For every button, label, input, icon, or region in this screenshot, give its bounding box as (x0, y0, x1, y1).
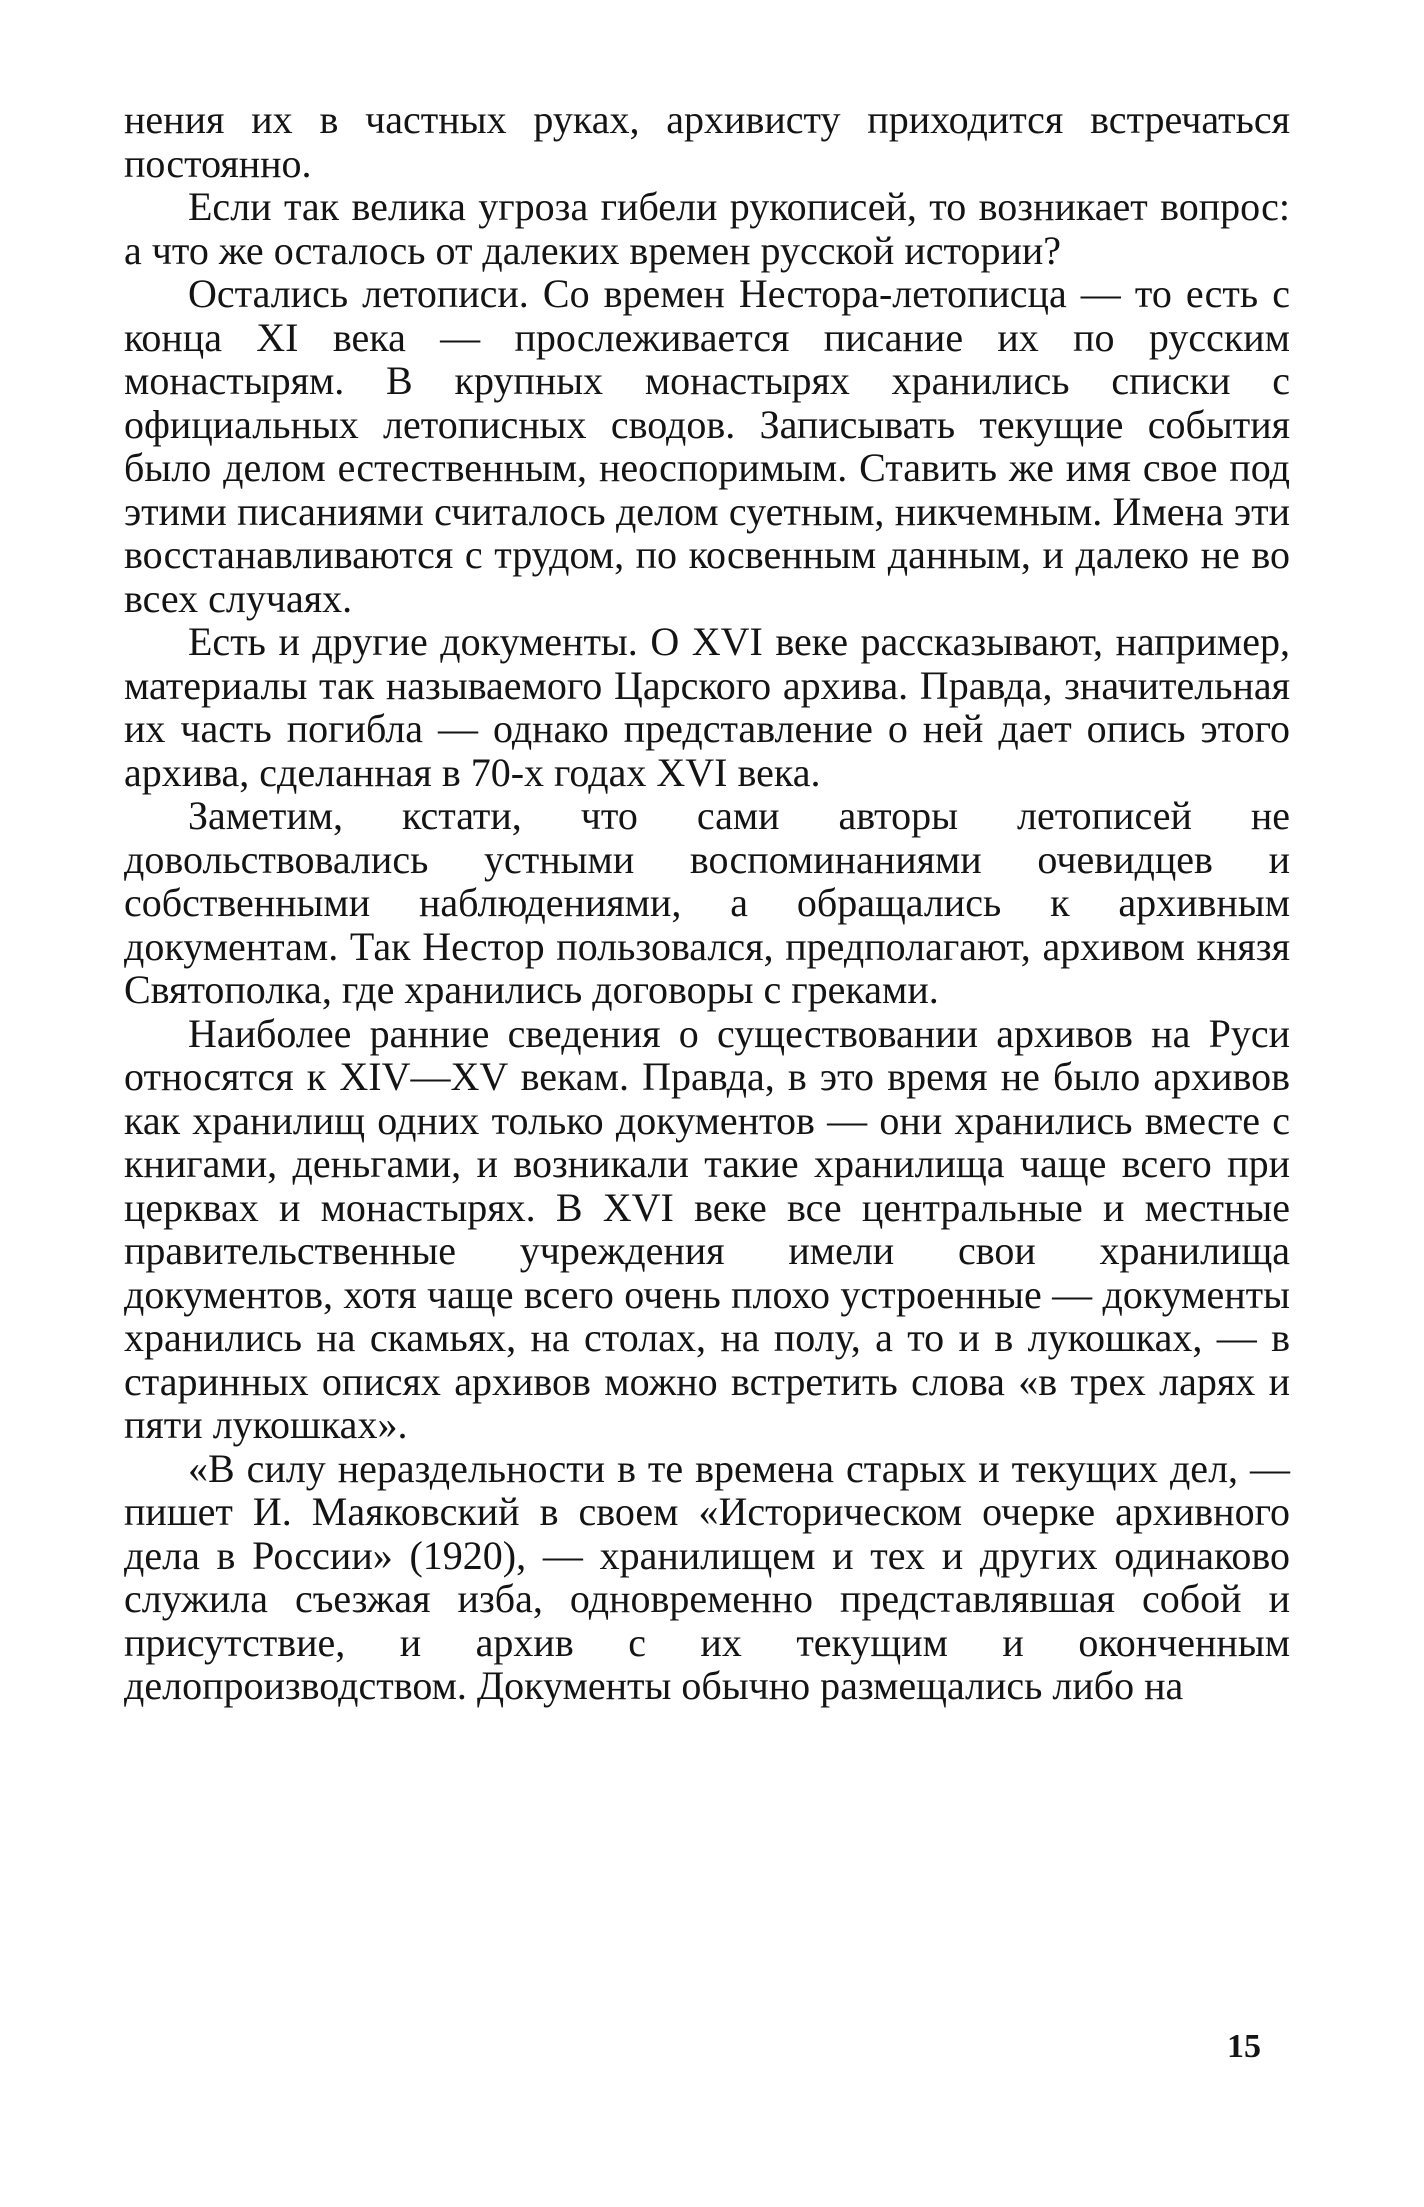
paragraph-5: Заметим, кстати, что сами авторы летописей не довольствовались устными воспоминаниями очевидцев и собственными наблюдениями, а обращались к архивным документам. Так Нестор пользовался, предполагают, архивом князя Святополка, где хранились договоры с греками. (124, 793, 1290, 1012)
paragraph-7: «В силу нераздельности в те времена старых и текущих дел, — пишет И. Маяковский в своем «Историческом очерке архивного дела в России» (1920), — хранилищем и тех и других одинаково служила съезжая изба, одновременно представлявшая собой и присутствие, и архив с их текущим и оконченным делопроизводством. Документы обычно размещались либо на (124, 1445, 1290, 1708)
paragraph-4: Есть и другие документы. О XVI веке рассказывают, например, материалы так называемого Царского архива. Правда, значительная их часть погибла — однако представление о ней дает опись этого архива, сделанная в 70-х годах XVI века. (124, 619, 1290, 795)
page-body (124, 98, 1290, 1708)
paragraph-1: нения их в частных руках, архивисту приходится встречаться постоянно. (124, 97, 1290, 186)
paragraph-2: Если так велика угроза гибели рукописей, то возникает вопрос: а что же осталось от далеких времен русской истории? (124, 184, 1290, 273)
paragraph-3: Остались летописи. Со времен Нестора-летописца — то есть с конца XI века — прослеживается писание их по русским монастырям. В крупных монастырях хранились списки с официальных летописных сводов. Записывать текущие события было делом естественным, неоспоримым. Ставить же имя свое под этими писаниями считалось делом суетным, никчемным. Имена эти восстанавливаются с трудом, по косвенным данным, и далеко не во всех случаях. (124, 271, 1290, 621)
paragraph-6: Наиболее ранние сведения о существовании архивов на Руси относятся к XIV—XV векам. Правда, в это время не было архивов как хранилищ одних только документов — они хранились вместе с книгами, деньгами, и возникали такие хранилища чаще всего при церквах и монастырях. В XVI веке все центральные и местные правительственные учреждения имели свои хранилища документов, хотя чаще всего очень плохо устроенные — документы хранились на скамьях, на столах, на полу, а то и в лукошках, — в старинных описях архивов можно встретить слова «в трех ларях и пяти лукошках». (124, 1010, 1290, 1447)
page-number: 15 (1227, 2028, 1261, 2065)
